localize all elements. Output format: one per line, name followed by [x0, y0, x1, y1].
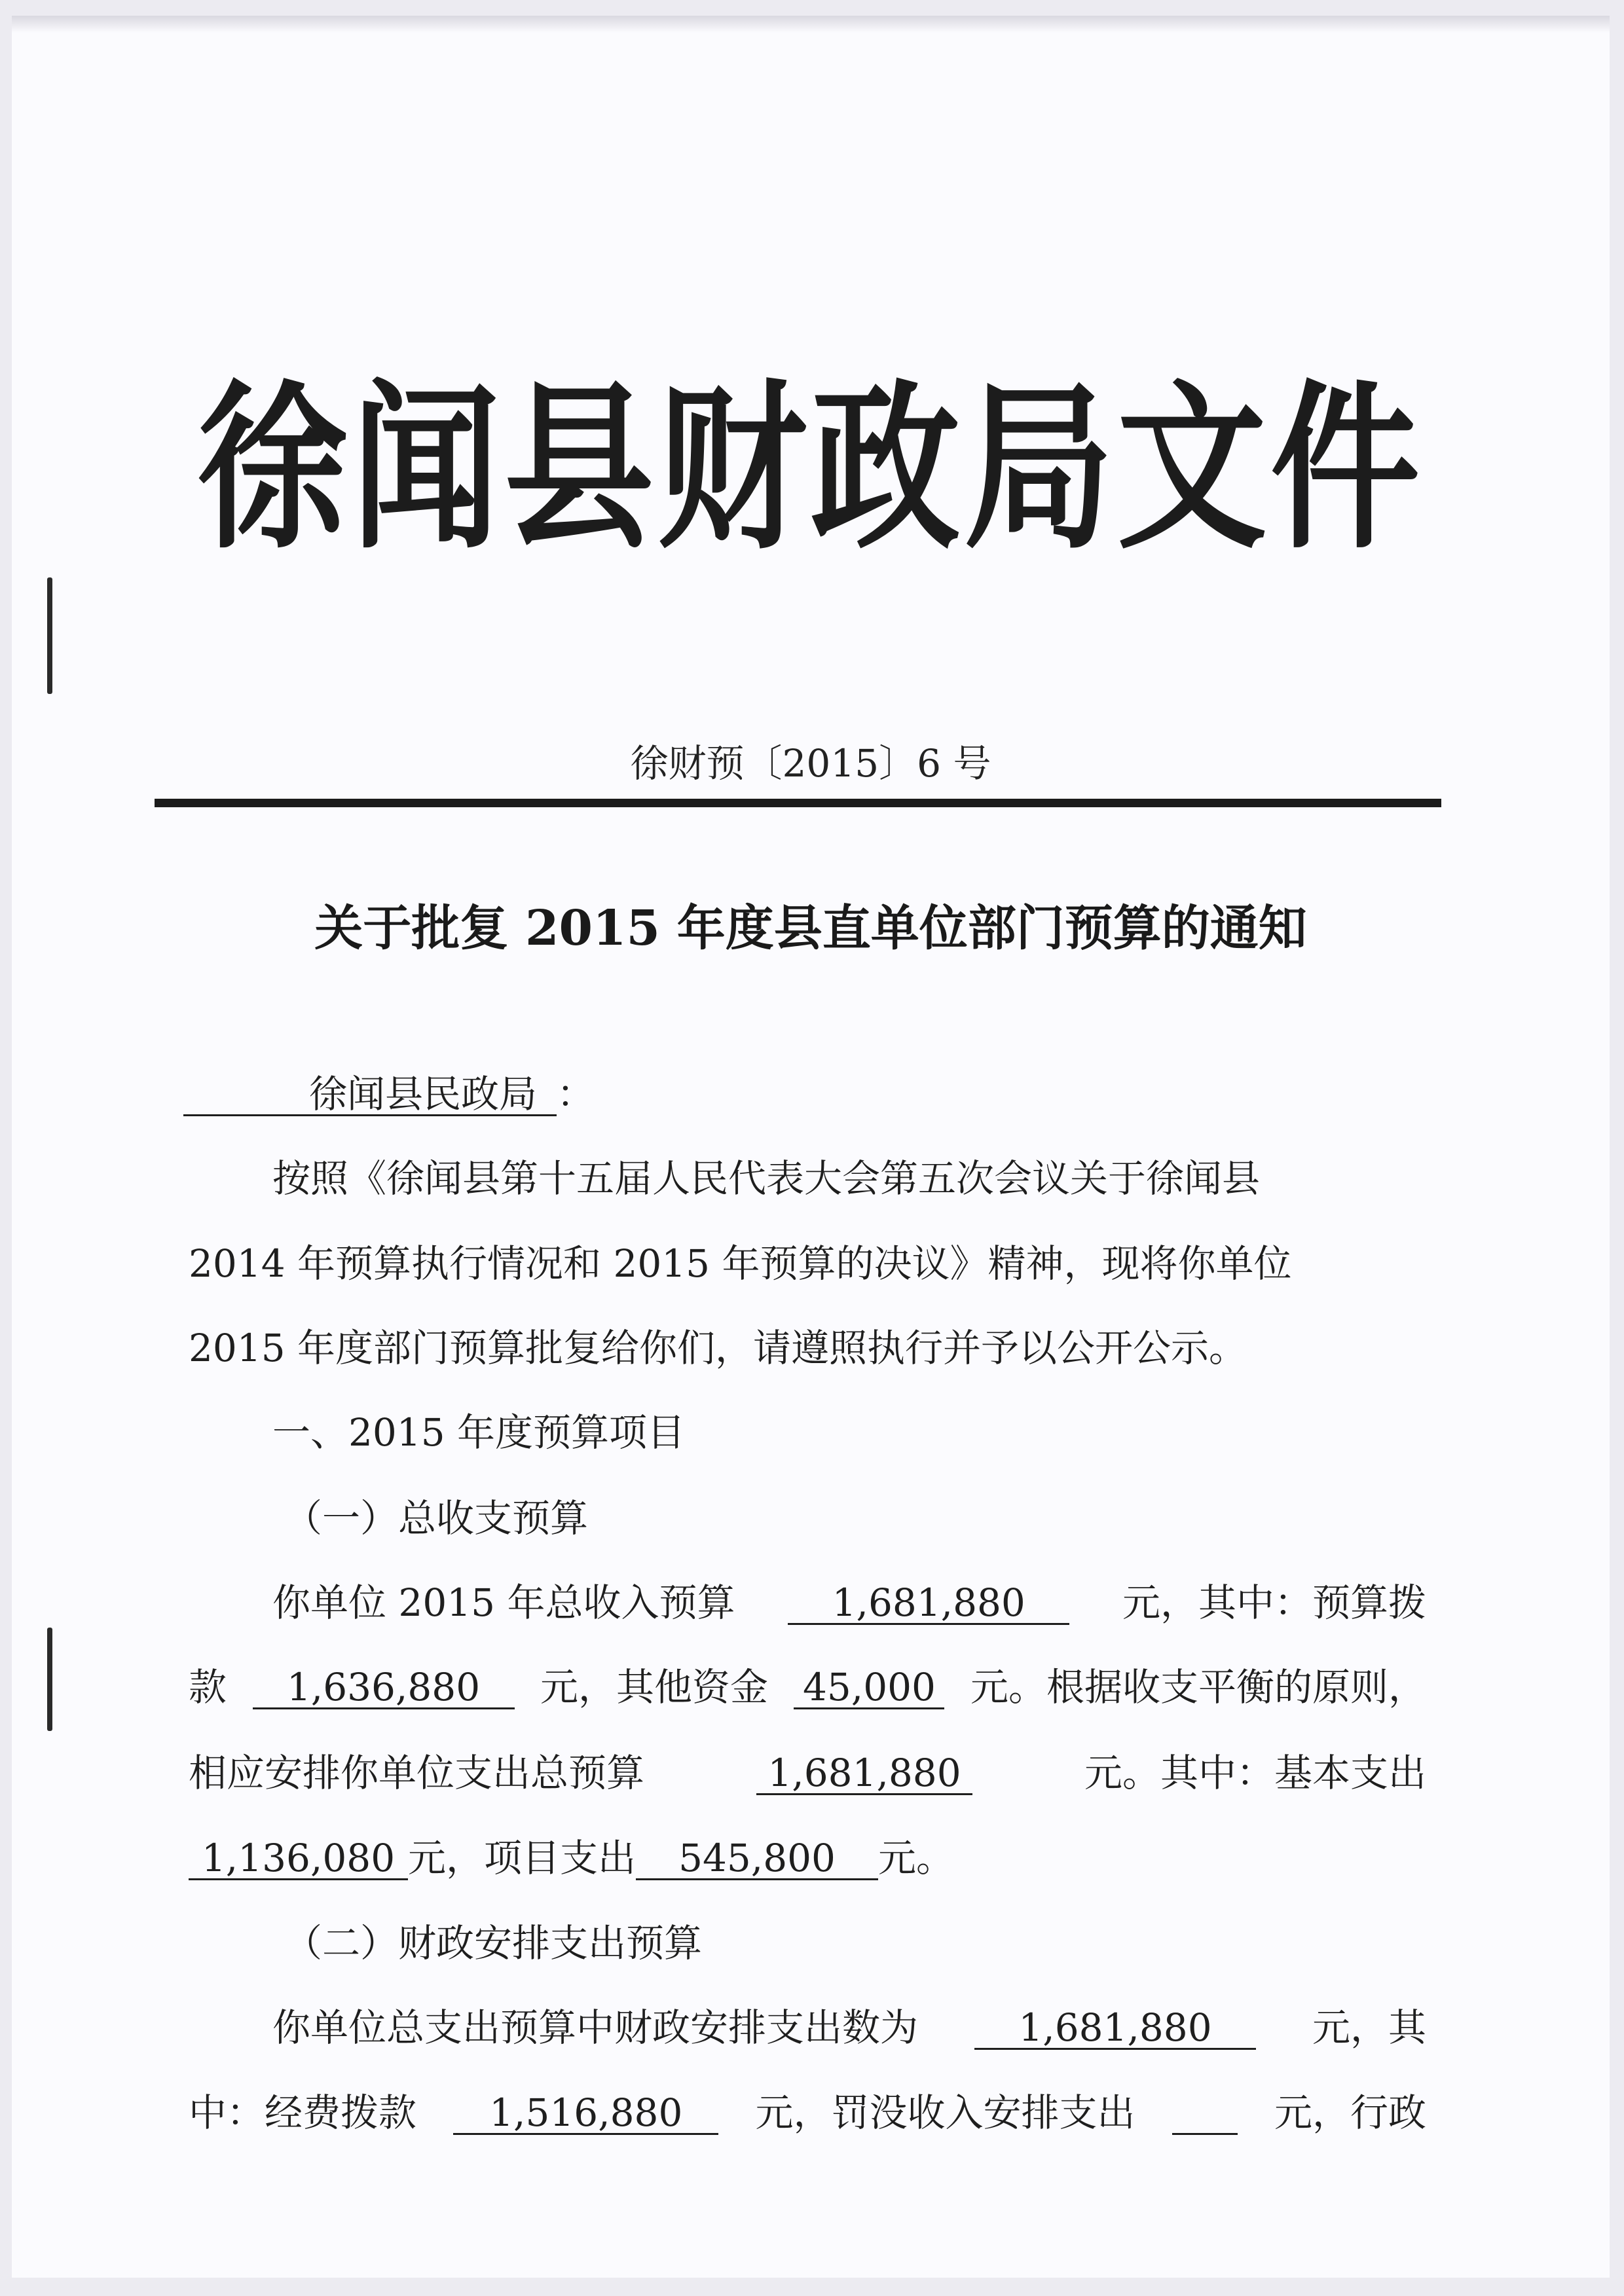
section-heading-1: 一、2015 年度预算项目 [272, 1410, 686, 1455]
total-income-amount: 1,681,880 [788, 1584, 1069, 1625]
text-segment: 中：经费拨款 [189, 2090, 417, 2135]
text-segment: 元，其中：预算拨 [1122, 1580, 1426, 1625]
other-funds-amount: 45,000 [794, 1668, 944, 1709]
recipient-name: 徐闻县民政局 [183, 1075, 557, 1116]
intro-line-3: 2015 年度部门预算批复给你们，请遵照执行并予以公开公示。 [189, 1326, 1247, 1370]
text-segment: 款 [189, 1665, 227, 1709]
basic-expenditure-amount: 1,136,080 [189, 1839, 408, 1880]
document-number: 徐财预〔2015〕6 号 [630, 741, 991, 786]
text-segment: 元，行政 [1274, 2090, 1426, 2135]
binding-mark-lower [47, 1628, 52, 1731]
text-segment: 你单位总支出预算中财政安排支出数为 [272, 2005, 919, 2050]
recipient-line [183, 1072, 1421, 1116]
subsection-heading-1: （一）总收支预算 [284, 1496, 589, 1540]
text-segment: 元，罚没收入安排支出 [755, 2090, 1135, 2135]
text-segment: 相应安排你单位支出总预算 [189, 1751, 645, 1795]
fiscal-line-2 [189, 2090, 1426, 2135]
budget-line-2 [189, 1665, 1426, 1709]
recipient-colon: ： [557, 1072, 595, 1116]
subsection-heading-2: （二）财政安排支出预算 [284, 1921, 703, 1965]
text-segment: 元，项目支出 [408, 1836, 637, 1880]
header-divider-rule [155, 799, 1441, 807]
funding-allocation-amount: 1,516,880 [453, 2094, 718, 2135]
intro-line-1: 按照《徐闻县第十五届人民代表大会第五次会议关于徐闻县 [272, 1156, 1261, 1201]
document-header-title: 徐闻县财政局文件 [198, 364, 1424, 574]
budget-allocation-amount: 1,636,880 [253, 1668, 515, 1709]
fines-expenditure-amount [1172, 2094, 1238, 2135]
budget-line-4 [189, 1836, 1426, 1880]
text-segment: 你单位 2015 年总收入预算 [272, 1580, 735, 1625]
document-page [12, 16, 1610, 2278]
notice-title: 关于批复 2015 年度县直单位部门预算的通知 [314, 900, 1307, 957]
binding-mark-upper [47, 577, 52, 694]
text-segment: 元。其中：基本支出 [1084, 1751, 1426, 1795]
text-segment: 元。 [878, 1836, 955, 1880]
project-expenditure-amount: 545,800 [636, 1839, 878, 1880]
fiscal-line-1 [272, 2005, 1426, 2050]
text-segment: 元。根据收支平衡的原则， [970, 1665, 1426, 1709]
budget-line-1 [272, 1580, 1426, 1625]
text-segment: 元，其 [1312, 2005, 1426, 2050]
total-expenditure-amount: 1,681,880 [756, 1754, 972, 1795]
fiscal-expenditure-amount: 1,681,880 [974, 2009, 1256, 2050]
page-top-edge [12, 16, 1610, 33]
text-segment: 元，其他资金 [540, 1665, 768, 1709]
budget-line-3 [189, 1751, 1426, 1795]
intro-line-2: 2014 年预算执行情况和 2015 年预算的决议》精神，现将你单位 [189, 1241, 1292, 1286]
